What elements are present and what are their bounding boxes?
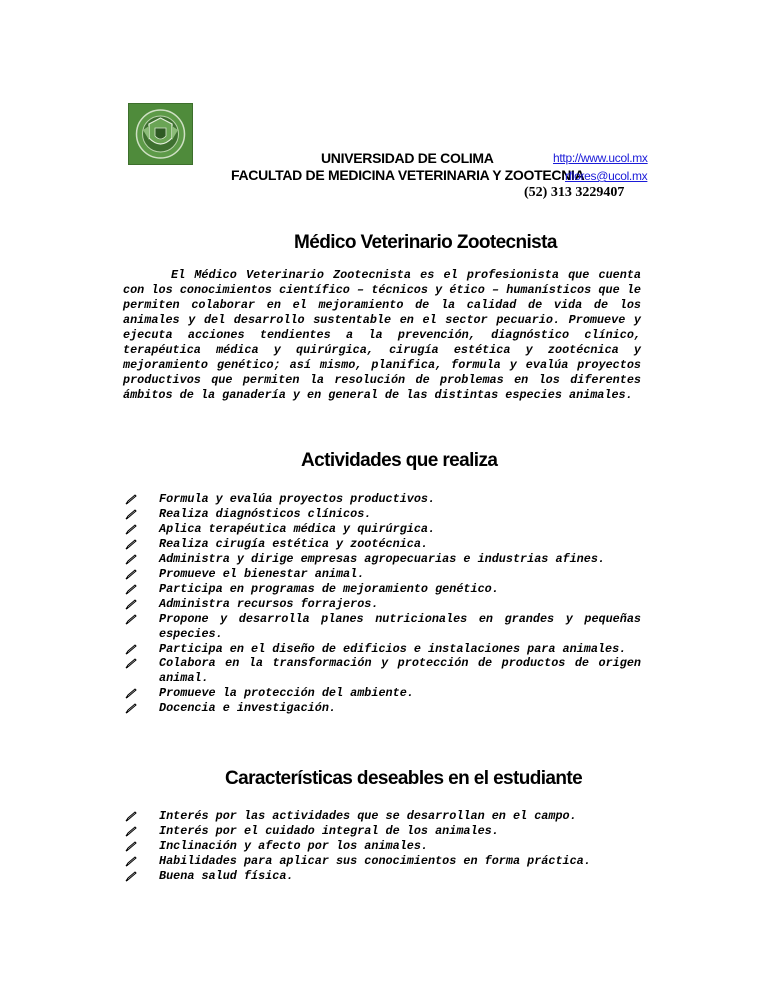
university-url-link[interactable]: http://www.ucol.mx (553, 151, 648, 165)
list-item (125, 839, 641, 854)
characteristics-heading: Características deseables en el estudiante (225, 768, 583, 789)
list-item-text: Interés por las actividades que se desarrollan en el campo. (159, 809, 577, 823)
list-item (125, 582, 641, 597)
list-item-text: Aplica terapéutica médica y quirúrgica. (159, 521, 436, 536)
list-item-text: Participa en programas de mejoramiento genético. (159, 581, 499, 596)
writing-hand-icon (125, 854, 139, 868)
activities-heading: Actividades que realiza (301, 450, 498, 471)
list-item-text: Formula y evalúa proyectos productivos. (159, 492, 436, 506)
university-name: UNIVERSIDAD DE COLIMA (321, 150, 494, 166)
writing-hand-icon (125, 582, 139, 596)
university-crest-icon (128, 103, 193, 165)
description-paragraph: El Médico Veterinario Zootecnista es el profesionista que cuenta con los conocimientos científico – técnicos y ético – humanísticos que le permiten colaborar en el mejoramiento de la calidad de vida de los animales y del desarrollo sustentable en el sector pecuario. Promueve y ejecuta acciones tendientes a la prevención, diagnóstico clínico, terapéutica médica y quirúrgica, cirugía estética y zootécnica y mejoramiento genético; así mismo, planifica, formula y evalúa proyectos productivos que permiten la resolución de problemas en los diferentes ámbitos de la ganadería y en general de las distintas especies animales. (123, 268, 641, 402)
list-item-text: Colabora en la transformación y protección de productos de origen animal. (159, 656, 641, 686)
list-item-text: Realiza diagnósticos clínicos. (159, 506, 372, 521)
phone-number: (52) 313 3229407 (524, 185, 625, 200)
list-item-text: Interés por el cuidado integral de los animales. (159, 823, 499, 838)
list-item (125, 507, 641, 522)
writing-hand-icon (125, 612, 139, 626)
list-item (125, 522, 641, 537)
writing-hand-icon (125, 686, 139, 700)
list-item (125, 537, 641, 552)
list-item (125, 612, 641, 642)
list-item (125, 552, 641, 567)
writing-hand-icon (125, 824, 139, 838)
list-item (125, 854, 641, 869)
writing-hand-icon (125, 552, 139, 566)
list-item (125, 824, 641, 839)
writing-hand-icon (125, 839, 139, 853)
email-link[interactable]: rflores@ucol.mx (565, 169, 648, 183)
list-item-text: Realiza cirugía estética y zootécnica. (159, 536, 429, 551)
characteristics-list (125, 809, 641, 884)
list-item (125, 567, 641, 582)
faculty-name: FACULTAD DE MEDICINA VETERINARIA Y ZOOTECNIA (231, 167, 585, 183)
activities-list (125, 492, 641, 716)
writing-hand-icon (125, 492, 139, 506)
writing-hand-icon (125, 597, 139, 611)
writing-hand-icon (125, 642, 139, 656)
list-item-text: Administra recursos forrajeros. (159, 596, 379, 611)
list-item (125, 701, 641, 716)
writing-hand-icon (125, 507, 139, 521)
list-item (125, 492, 641, 507)
list-item-text: Administra y dirige empresas agropecuarias e industrias afines. (159, 551, 605, 566)
writing-hand-icon (125, 567, 139, 581)
writing-hand-icon (125, 701, 139, 715)
list-item-text: Participa en el diseño de edificios e instalaciones para animales. (159, 641, 627, 656)
list-item-text: Propone y desarrolla planes nutricionales en grandes y pequeñas especies. (159, 611, 641, 641)
page-title: Médico Veterinario Zootecnista (294, 232, 557, 253)
writing-hand-icon (125, 809, 139, 823)
list-item (125, 869, 641, 884)
writing-hand-icon (125, 522, 139, 536)
writing-hand-icon (125, 537, 139, 551)
list-item-text: Promueve la protección del ambiente. (159, 686, 414, 701)
list-item-text: Buena salud física. (159, 868, 294, 883)
list-item (125, 656, 641, 686)
list-item (125, 642, 641, 657)
list-item (125, 809, 641, 824)
list-item (125, 686, 641, 701)
list-item-text: Inclinación y afecto por los animales. (159, 838, 429, 853)
list-item-text: Docencia e investigación. (159, 701, 336, 716)
list-item-text: Promueve el bienestar animal. (159, 566, 365, 581)
list-item-text: Habilidades para aplicar sus conocimientos en forma práctica. (159, 853, 591, 868)
list-item (125, 597, 641, 612)
writing-hand-icon (125, 869, 139, 883)
writing-hand-icon (125, 656, 139, 670)
